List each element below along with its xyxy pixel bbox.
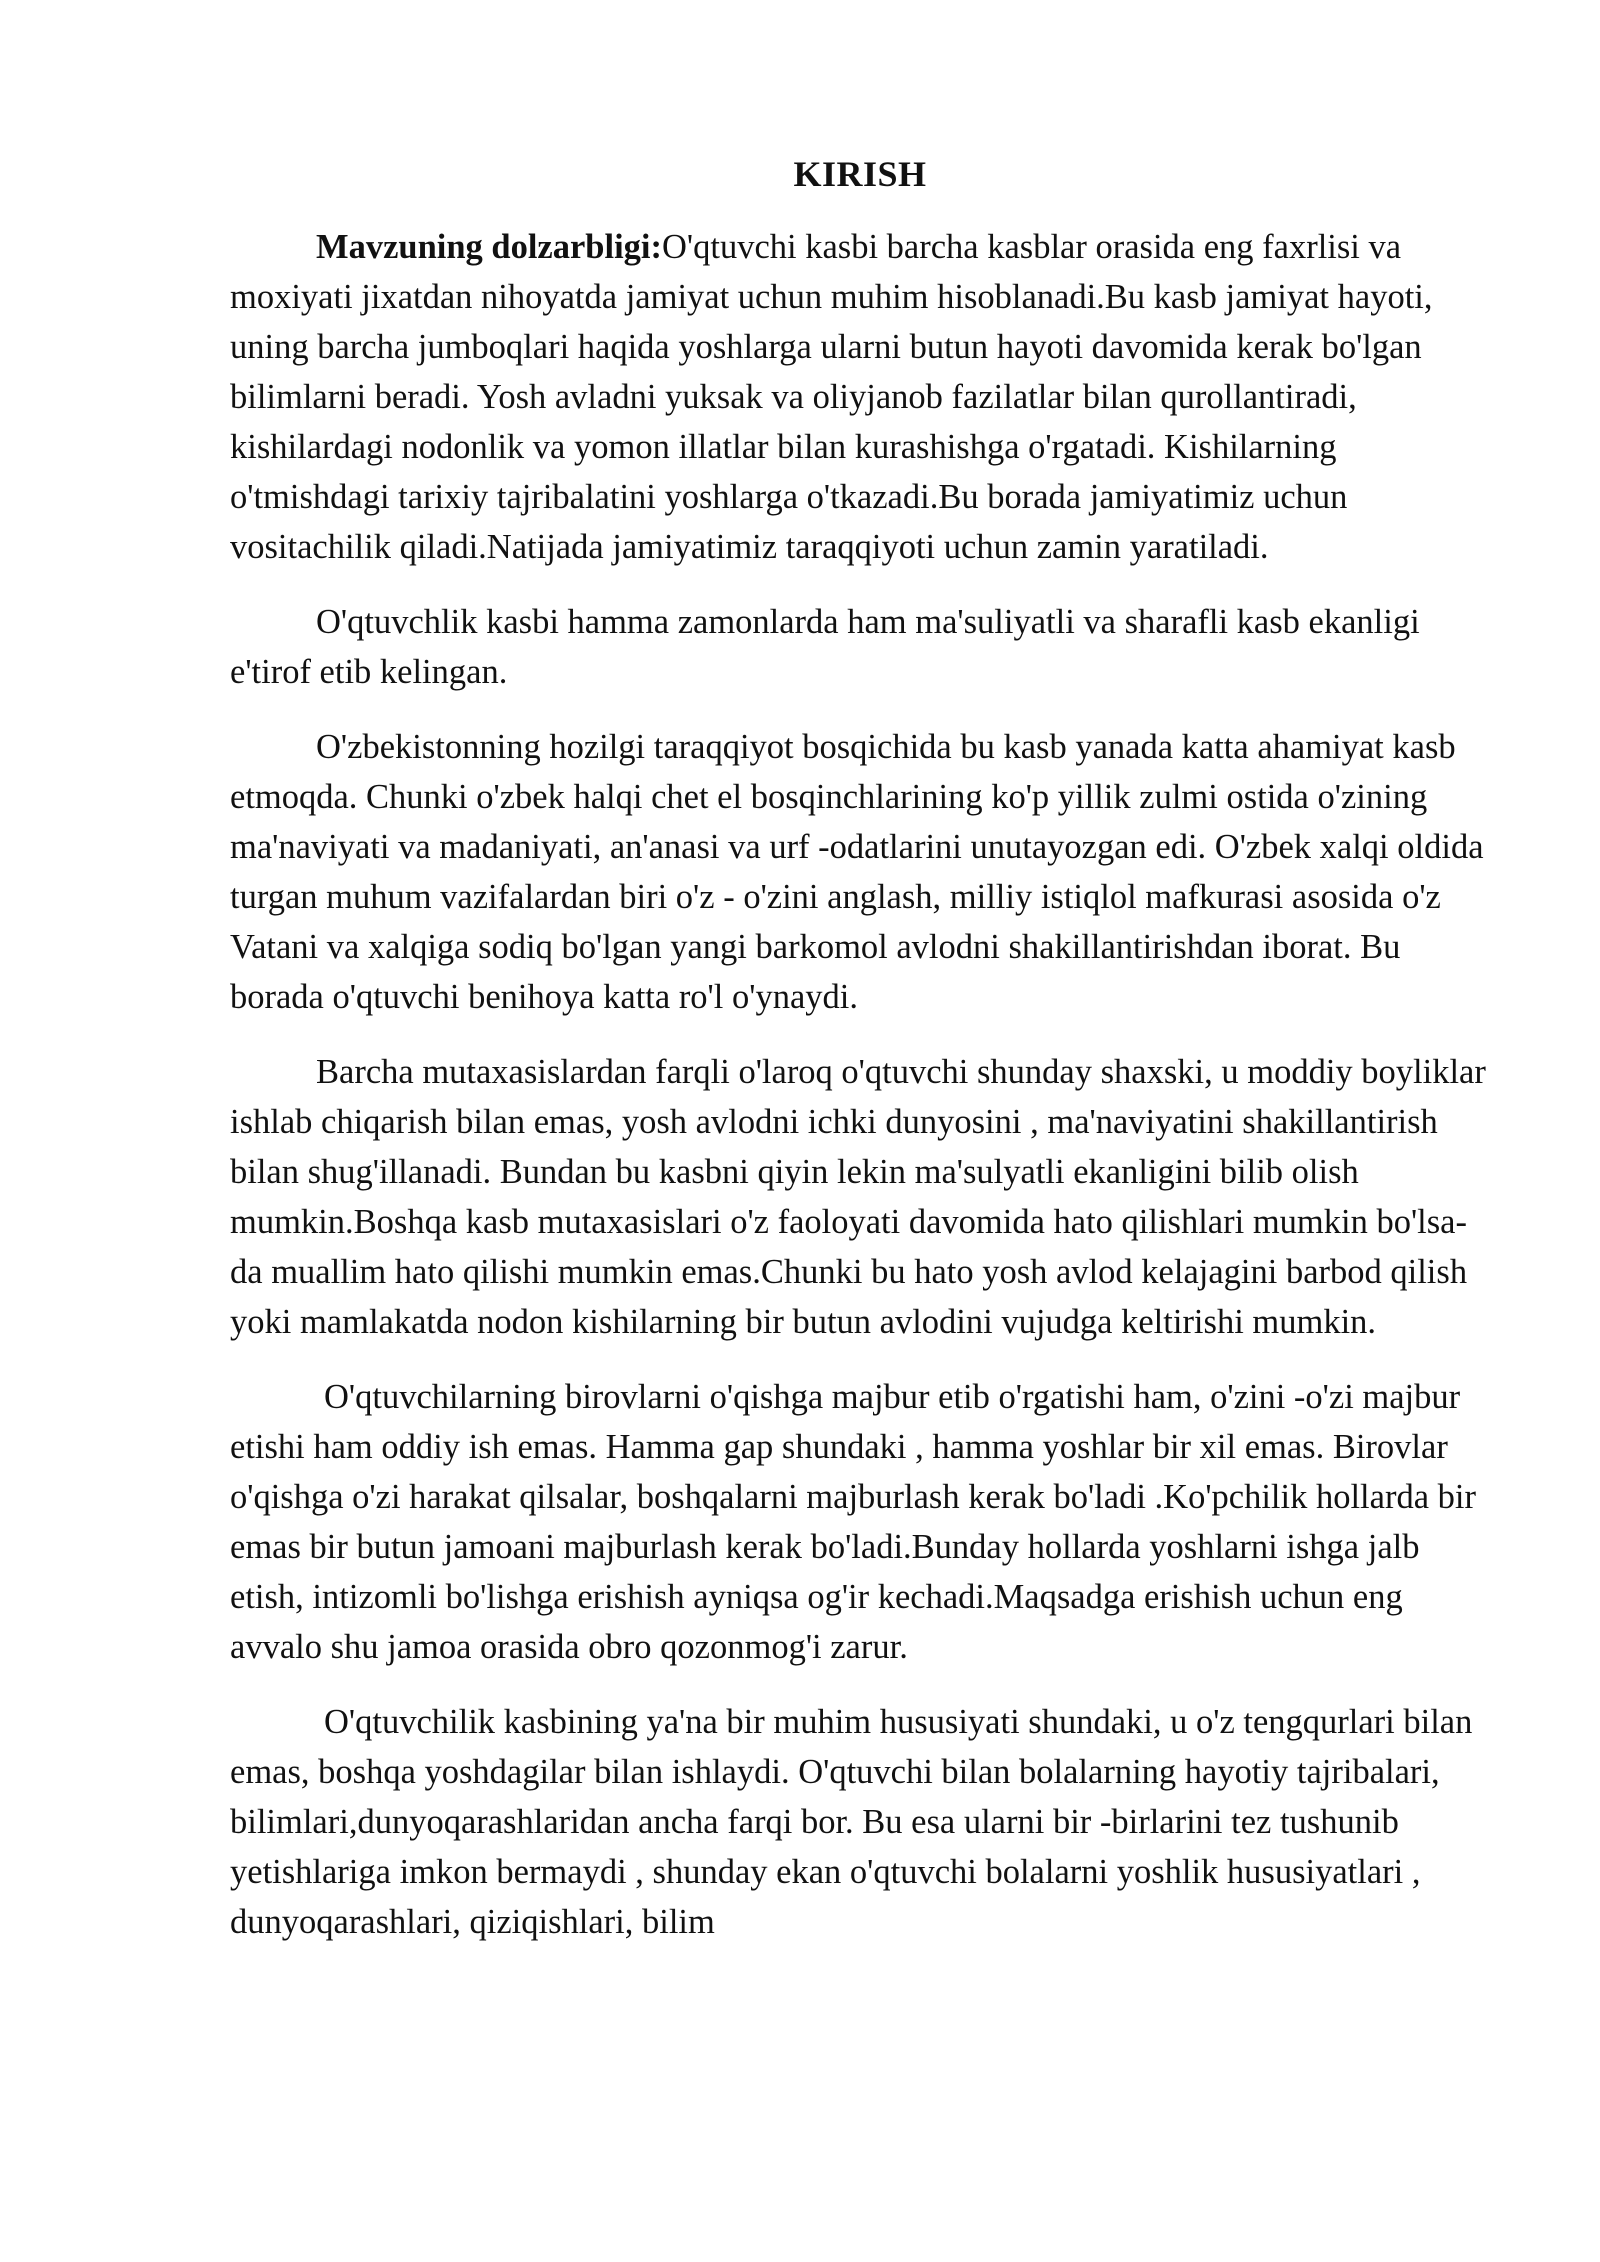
paragraph-1: O'qtuvchlik kasbi hamma zamonlarda ham ma'suliyatli va sharafli kasb ekanligi e'tirof etib kelingan. xyxy=(230,603,1420,691)
page-title: KIRISH xyxy=(793,154,927,194)
intro-label: Mavzuning dolzarbligi: xyxy=(316,228,662,266)
paragraph-5: O'qtuvchilik kasbining ya'na bir muhim hususiyati shundaki, u o'z tengqurlari bilan emas, boshqa yoshdagilar bilan ishlaydi. O'qtuvchi bilan bolalarning hayotiy tajribalari, bilimlari,dunyoqarashlaridan ancha farqi bor. Bu esa ularni bir -birlarini tez tushunib yetishlariga imkon bermaydi , shunday ekan o'qtuvchi bolalarni yoshlik hususiyatlari , dunyoqarashlari, qiziqishlari, bilim xyxy=(230,1703,1473,1941)
document-body xyxy=(230,222,1498,1972)
paragraph-4: O'qtuvchilarning birovlarni o'qishga majbur etib o'rgatishi ham, o'zini -o'zi majbur etishi ham oddiy ish emas. Hamma gap shundaki , hamma yoshlar bir xil emas. Birovlar o'qishga o'zi harakat qilsalar, boshqalarni majburlash kerak bo'ladi .Ko'pchilik hollarda bir emas bir butun jamoani majburlash kerak bo'ladi.Bunday hollarda yoshlarni ishga jalb etish, intizomli bo'lishga erishish ayniqsa og'ir kechadi.Maqsadga erishish uchun eng avvalo shu jamoa orasida obro qozonmog'i zarur. xyxy=(230,1378,1476,1666)
intro-text: O'qtuvchi kasbi barcha kasblar orasida eng faxrlisi va moxiyati jixatdan nihoyatda jamiyat uchun muhim hisoblanadi.Bu kasb jamiyat hayoti, uning barcha jumboqlari haqida yoshlarga ularni butun hayoti davomida kerak bo'lgan bilimlarni beradi. Yosh avladni yuksak va oliyjanob fazilatlar bilan qurollantiradi, kishilardagi nodonlik va yomon illatlar bilan kurashishga o'rgatadi. Kishilarning o'tmishdagi tarixiy tajribalatini yoshlarga o'tkazadi.Bu borada jamiyatimiz uchun vositachilik qiladi.Natijada jamiyatimiz taraqqiyoti uchun zamin yaratiladi. xyxy=(230,228,1433,566)
intro-paragraph xyxy=(230,222,1498,572)
paragraph-3: Barcha mutaxasislardan farqli o'laroq o'qtuvchi shunday shaxski, u moddiy boyliklar ishlab chiqarish bilan emas, yosh avlodni ichki dunyosini , ma'naviyatini shakillantirish bilan shug'illanadi. Bundan bu kasbni qiyin lekin ma'sulyatli ekanligini bilib olish mumkin.Boshqa kasb mutaxasislari o'z faoloyati davomida hato qilishlari mumkin bo'lsa-da muallim hato qilishi mumkin emas.Chunki bu hato yosh avlod kelajagini barbod qilish yoki mamlakatda nodon kishilarning bir butun avlodini vujudga keltirishi mumkin. xyxy=(230,1053,1486,1341)
paragraph-2: O'zbekistonning hozilgi taraqqiyot bosqichida bu kasb yanada katta ahamiyat kasb etmoqda. Chunki o'zbek halqi chet el bosqinchlarining ko'p yillik zulmi ostida o'zining ma'naviyati va madaniyati, an'anasi va urf -odatlarini unutayozgan edi. O'zbek xalqi oldida turgan muhum vazifalardan biri o'z - o'zini anglash, milliy istiqlol mafkurasi asosida o'z Vatani va xalqiga sodiq bo'lgan yangi barkomol avlodni shakillantirishdan iborat. Bu borada o'qtuvchi benihoya katta ro'l o'ynaydi. xyxy=(230,728,1484,1016)
